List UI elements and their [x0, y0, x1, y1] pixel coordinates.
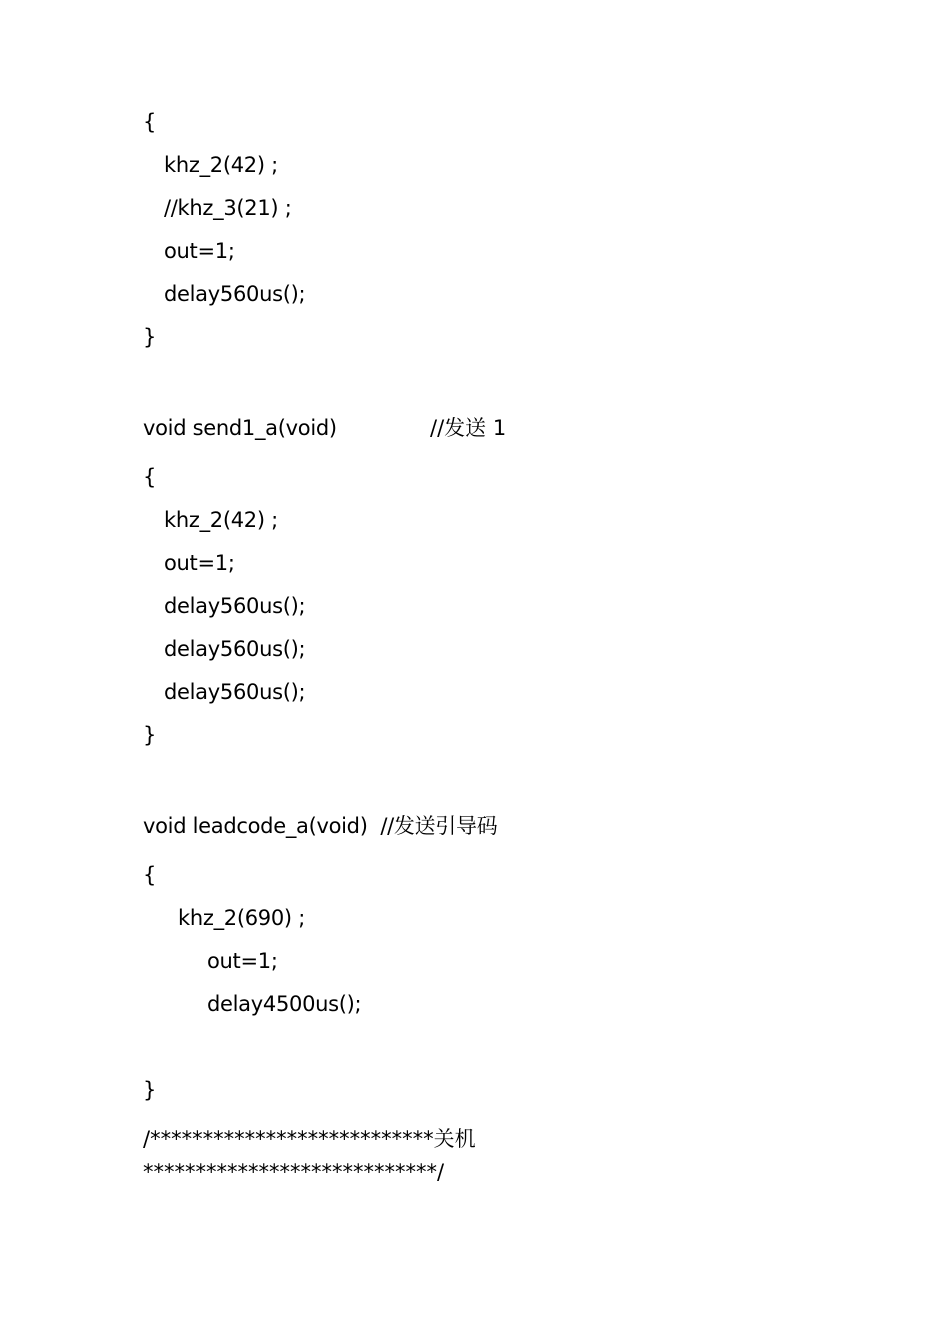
- code-line: khz_2(690) ;: [178, 906, 305, 930]
- code-line: khz_2(42) ;: [164, 153, 278, 177]
- code-line: {: [143, 863, 157, 887]
- code-comment: //发送 1: [430, 416, 507, 440]
- code-line: {: [143, 465, 157, 489]
- code-line: }: [143, 1078, 157, 1102]
- code-line: {: [143, 110, 157, 134]
- code-line: khz_2(42) ;: [164, 508, 278, 532]
- code-line: delay560us();: [164, 637, 306, 661]
- comment-banner-start: /***************************关机: [143, 1127, 476, 1151]
- function-signature: void leadcode_a(void) //发送引导码: [143, 814, 498, 838]
- code-line: out=1;: [164, 551, 235, 575]
- code-line: out=1;: [207, 949, 278, 973]
- code-line: out=1;: [164, 239, 235, 263]
- code-line: }: [143, 723, 157, 747]
- code-line: delay560us();: [164, 282, 306, 306]
- function-signature: void send1_a(void): [143, 416, 337, 440]
- code-line: //khz_3(21) ;: [164, 196, 292, 220]
- code-line: delay4500us();: [207, 992, 362, 1016]
- code-line: delay560us();: [164, 594, 306, 618]
- code-line: }: [143, 325, 157, 349]
- comment-banner-end: ****************************/: [143, 1160, 445, 1184]
- code-line: delay560us();: [164, 680, 306, 704]
